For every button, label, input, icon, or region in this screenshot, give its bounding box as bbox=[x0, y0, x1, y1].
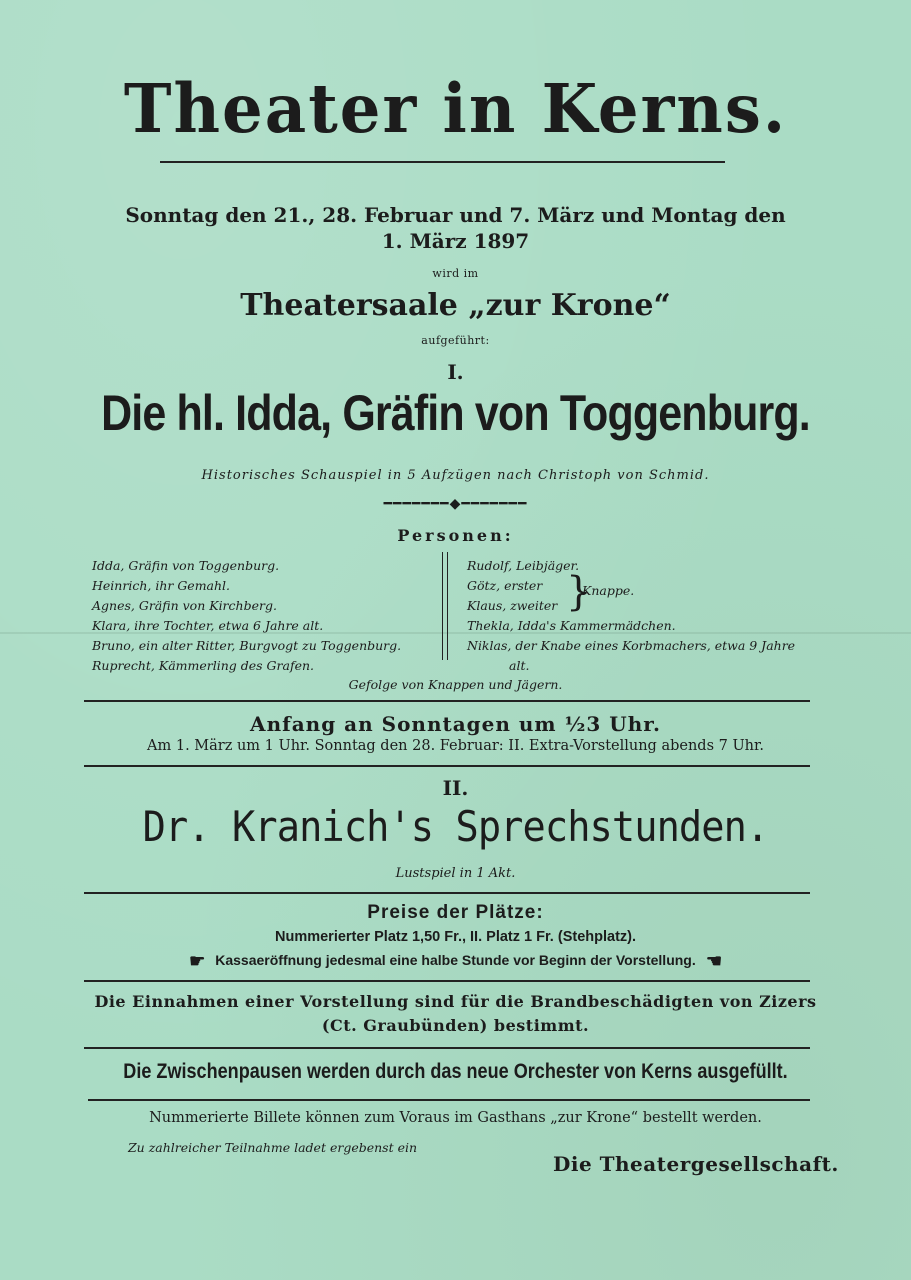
signature: Die Theatergesellschaft. bbox=[553, 1152, 839, 1176]
billete-line: Nummerierte Billete können zum Voraus im Gasthans „zur Krone“ bestellt werden. bbox=[149, 1110, 762, 1126]
pointing-hand-icon: ☛ bbox=[189, 951, 206, 971]
cast-item: Heinrich, ihr Gemahl. bbox=[92, 578, 231, 593]
play-1-subtitle: Historisches Schauspiel in 5 Aufzügen nach Christoph von Schmid. bbox=[201, 468, 710, 483]
rule bbox=[84, 700, 810, 702]
pointing-hand-icon: ☛ bbox=[705, 951, 722, 971]
personen-heading: Personen: bbox=[397, 526, 514, 545]
rule bbox=[84, 980, 810, 982]
invitation-line: Zu zahlreicher Teilnahme ladet ergebenst ein bbox=[128, 1140, 418, 1155]
rule bbox=[84, 765, 810, 767]
cast-item: Agnes, Gräfin von Kirchberg. bbox=[92, 598, 277, 613]
poster-title: Theater in Kerns. bbox=[123, 70, 788, 149]
part-2-numeral: II. bbox=[442, 776, 469, 800]
cast-item: Bruno, ein alter Ritter, Burgvogt zu Toggenburg. bbox=[92, 638, 402, 653]
rule bbox=[88, 1099, 810, 1101]
cast-item: Thekla, Idda's Kammermädchen. bbox=[467, 618, 676, 633]
part-1-numeral: I. bbox=[447, 360, 464, 384]
rule bbox=[84, 1047, 810, 1049]
venue-name: Theatersaale „zur Krone“ bbox=[240, 288, 671, 323]
dates-line-1: Sonntag den 21., 28. Februar und 7. März und Montag den bbox=[125, 203, 786, 227]
einnahmen-block bbox=[0, 990, 911, 1038]
dates-line-2: 1. März 1897 bbox=[381, 229, 530, 253]
title-rule bbox=[160, 161, 725, 163]
cast-item: Rudolf, Leibjäger. bbox=[467, 558, 580, 573]
kasse-row bbox=[0, 951, 911, 972]
anfang-line: Anfang an Sonntagen um ½3 Uhr. bbox=[250, 712, 661, 736]
cast-item: Ruprecht, Kämmerling des Grafen. bbox=[92, 658, 314, 673]
cast-item: Klaus, zweiter bbox=[467, 598, 558, 613]
aufgefuehrt: aufgeführt: bbox=[421, 334, 490, 347]
play-2-subtitle: Lustspiel in 1 Akt. bbox=[395, 866, 516, 881]
gefolge-line: Gefolge von Knappen und Jägern. bbox=[348, 677, 563, 692]
cast-item: Götz, erster bbox=[467, 578, 543, 593]
ornament-divider: ━━━━━━━◆━━━━━━━ bbox=[383, 496, 528, 512]
wird-im: wird im bbox=[432, 267, 479, 280]
dates-block bbox=[0, 202, 911, 254]
cast-item: Klara, ihre Tochter, etwa 6 Jahre alt. bbox=[92, 618, 324, 633]
cast-item: Idda, Gräfin von Toggenburg. bbox=[92, 558, 280, 573]
schedule-line: Am 1. März um 1 Uhr. Sonntag den 28. Februar: II. Extra-Vorstellung abends 7 Uhr. bbox=[147, 738, 764, 754]
cast-list-right bbox=[467, 556, 817, 676]
play-1-title: Die hl. Idda, Gräfin von Toggenburg. bbox=[101, 385, 810, 441]
play-2-title: Dr. Kranich's Sprechstunden. bbox=[142, 802, 769, 851]
preise-heading: Preise der Plätze: bbox=[367, 902, 544, 923]
einnahmen-line-1: Die Einnahmen einer Vorstellung sind für die Brandbeschädigten von Zizers bbox=[94, 992, 817, 1011]
kasse-line: Kassaeröffnung jedesmal eine halbe Stunde vor Beginn der Vorstellung. bbox=[215, 952, 696, 968]
preise-line: Nummerierter Platz 1,50 Fr., II. Platz 1 Fr. (Stehplatz). bbox=[275, 929, 636, 945]
einnahmen-line-2: (Ct. Graubünden) bestimmt. bbox=[321, 1016, 590, 1035]
rule bbox=[84, 892, 810, 894]
knappe-brace: } bbox=[566, 569, 592, 615]
zwischenpausen-line: Die Zwischenpausen werden durch das neue Orchester von Kerns ausgefüllt. bbox=[123, 1060, 788, 1083]
cast-column-divider bbox=[442, 552, 448, 660]
knappe-label: Knappe. bbox=[582, 583, 635, 598]
cast-list-left bbox=[92, 556, 437, 676]
cast-item: alt. bbox=[509, 658, 530, 673]
cast-item: Niklas, der Knabe eines Korbmachers, etwa 9 Jahre bbox=[467, 638, 796, 653]
